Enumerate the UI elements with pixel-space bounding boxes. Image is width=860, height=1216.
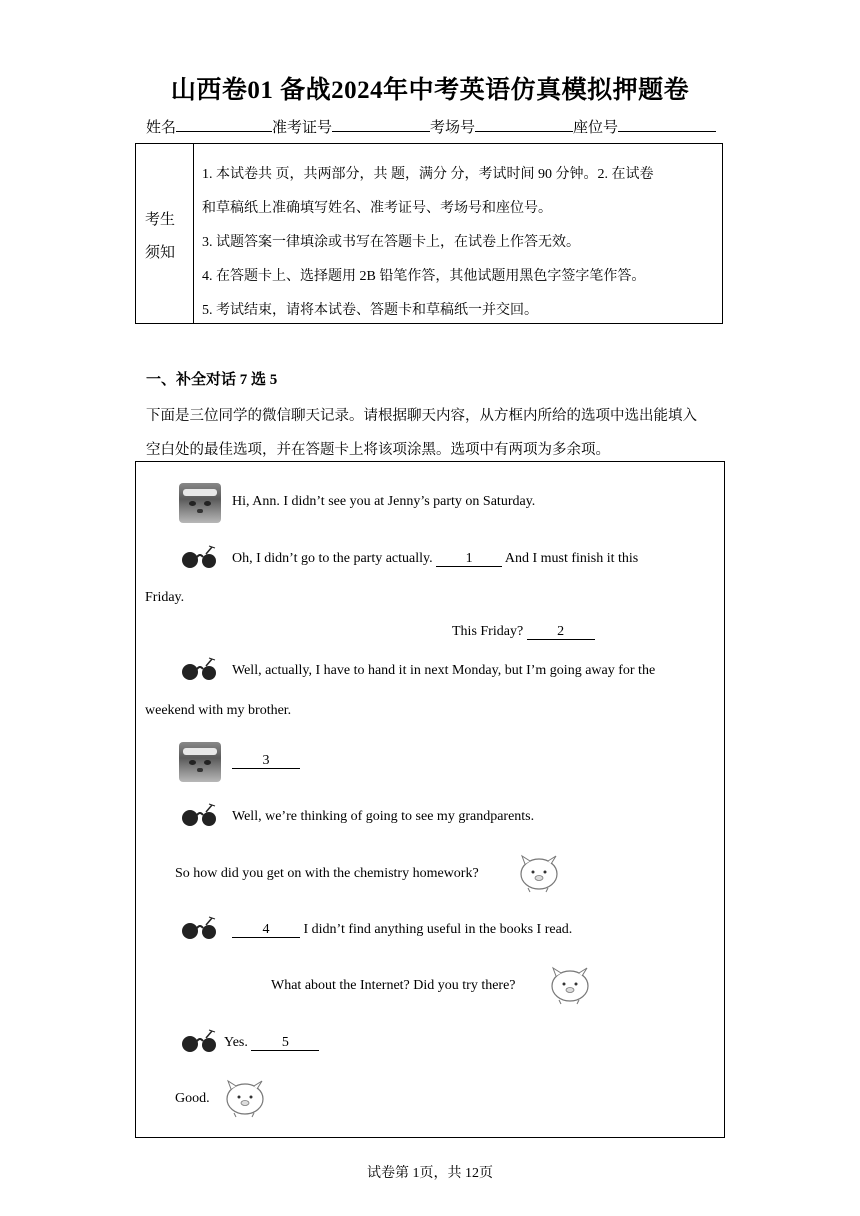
notice-label-line1: 考生 <box>145 212 176 228</box>
seat-blank[interactable] <box>618 116 716 132</box>
message-text: Yes. <box>224 1035 252 1050</box>
glasses-avatar-icon <box>179 656 221 682</box>
chat-message: Well, actually, I have to hand it in next Monday, but I’m going away for the <box>232 663 656 678</box>
notice-body <box>202 158 717 328</box>
glasses-avatar-icon <box>179 915 221 941</box>
section-intro <box>146 399 720 467</box>
chat-message <box>232 753 300 769</box>
message-text: And I must finish it this <box>502 551 639 566</box>
room-blank[interactable] <box>475 116 573 132</box>
name-label: 姓名 <box>146 120 177 136</box>
intro-line: 空白处的最佳选项，并在答题卡上将该项涂黑。选项中有两项为多余项。 <box>146 442 610 458</box>
glasses-avatar-icon <box>179 802 221 828</box>
cat-avatar-icon <box>179 742 221 782</box>
chat-message <box>232 922 572 938</box>
section-heading: 一、补全对话 7 选 5 <box>146 372 278 388</box>
notice-line: 1. 本试卷共 页，共两部分，共 题，满分 分，考试时间 90 分钟。2. 在试卷 <box>202 167 654 182</box>
answer-blank-1[interactable]: 1 <box>436 551 502 567</box>
page-footer: 试卷第 1页，共 12页 <box>367 1166 493 1181</box>
name-blank[interactable] <box>176 116 272 132</box>
chat-message <box>452 624 595 640</box>
glasses-avatar-icon <box>179 1028 221 1054</box>
pig-avatar-icon <box>222 1077 268 1119</box>
notice-line: 5. 考试结束，请将本试卷、答题卡和草稿纸一并交回。 <box>202 303 538 318</box>
answer-blank-3[interactable]: 3 <box>232 753 300 769</box>
notice-line: 4. 在答题卡上、选择题用 2B 铅笔作答，其他试题用黑色字签字笔作答。 <box>202 269 646 284</box>
candidate-info-line <box>146 116 716 137</box>
notice-label <box>136 144 194 323</box>
answer-blank-4[interactable]: 4 <box>232 922 300 938</box>
notice-box <box>135 143 723 324</box>
chat-message <box>232 551 638 567</box>
notice-line: 3. 试题答案一律填涂或书写在答题卡上，在试卷上作答无效。 <box>202 235 580 250</box>
chat-message-continued: weekend with my brother. <box>145 703 292 718</box>
pig-avatar-icon <box>516 852 562 894</box>
glasses-avatar-icon <box>179 544 221 570</box>
chat-message-continued: Friday. <box>145 590 185 605</box>
chat-message: What about the Internet? Did you try there? <box>271 978 516 993</box>
chat-message: So how did you get on with the chemistry homework? <box>175 866 479 881</box>
message-text: This Friday? <box>452 624 527 639</box>
room-label: 考场号 <box>430 120 476 136</box>
answer-blank-5[interactable]: 5 <box>251 1035 319 1051</box>
chat-message: Good. <box>175 1091 210 1106</box>
intro-line: 下面是三位同学的微信聊天记录。请根据聊天内容，从方框内所给的选项中选出能填入 <box>146 408 697 424</box>
chat-dialog-box <box>135 461 725 1138</box>
message-text: Oh, I didn’t go to the party actually. <box>232 551 437 566</box>
message-text: I didn’t find anything useful in the books I read. <box>300 922 573 937</box>
exam-title: 山西卷01 备战2024年中考英语仿真模拟押题卷 <box>170 77 690 104</box>
chat-message: Hi, Ann. I didn’t see you at Jenny’s party on Saturday. <box>232 494 536 509</box>
seat-label: 座位号 <box>573 120 619 136</box>
pig-avatar-icon <box>547 964 593 1006</box>
answer-blank-2[interactable]: 2 <box>527 624 595 640</box>
exam-id-label: 准考证号 <box>272 120 333 136</box>
chat-message <box>224 1035 319 1051</box>
cat-avatar-icon <box>179 483 221 523</box>
notice-line: 和草稿纸上准确填写姓名、准考证号、考场号和座位号。 <box>202 201 552 216</box>
chat-message: Well, we’re thinking of going to see my grandparents. <box>232 809 535 824</box>
notice-label-line2: 须知 <box>145 245 176 261</box>
exam-id-blank[interactable] <box>332 116 430 132</box>
